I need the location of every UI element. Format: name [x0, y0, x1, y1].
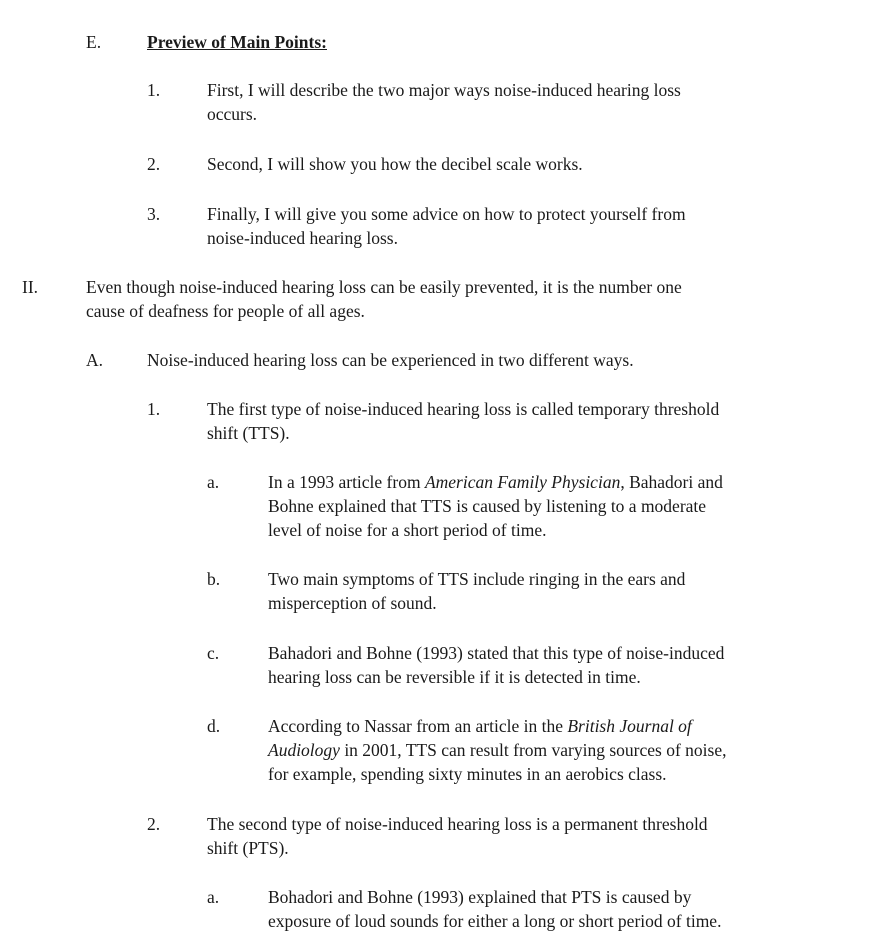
item-1d-text: According to Nassar from an article in the British Journal of Audiology in 2001, TTS can result from varying sources of noise, for example, spending sixty minutes in an aerobics class.: [268, 716, 727, 784]
point-e3-marker: 3.: [147, 204, 161, 224]
item-2a-marker: a.: [207, 887, 220, 907]
point-e3-text: Finally, I will give you some advice on how to protect yourself from noise-induced hearing loss.: [207, 204, 686, 248]
section-ii-text: Even though noise-induced hearing loss can be easily prevented, it is the number one cause of deafness for people of all ages.: [86, 277, 682, 321]
citation-journal-title: American Family Physician: [424, 472, 621, 492]
item-1b-text: Two main symptoms of TTS include ringing in the ears and misperception of sound.: [268, 569, 686, 613]
point-a1-marker: 1.: [147, 399, 161, 419]
item-1d-marker: d.: [207, 716, 221, 736]
section-e-marker: E.: [86, 32, 102, 52]
item-2a-text: Bohadori and Bohne (1993) explained that PTS is caused by exposure of loud sounds for either a long or short period of time.: [268, 887, 722, 931]
subsection-a-text: Noise-induced hearing loss can be experienced in two different ways.: [147, 350, 634, 370]
point-a2-marker: 2.: [147, 814, 161, 834]
item-1c-text: Bahadori and Bohne (1993) stated that this type of noise-induced hearing loss can be reversible if it is detected in time.: [268, 643, 725, 687]
point-e1-marker: 1.: [147, 80, 161, 100]
point-a2-text: The second type of noise-induced hearing loss is a permanent threshold shift (PTS).: [207, 814, 708, 858]
citation-journal-title-part2: Audiology: [268, 740, 340, 760]
item-1b-marker: b.: [207, 569, 221, 589]
item-1a-marker: a.: [207, 472, 220, 492]
section-ii-marker: II.: [22, 277, 39, 297]
item-1a-text: In a 1993 article from American Family Physician, Bahadori and Bohne explained that TTS is caused by listening to a moderate level of noise for a short period of time.: [268, 472, 723, 540]
section-e-heading: Preview of Main Points:: [147, 32, 327, 52]
citation-journal-title-part1: British Journal of: [567, 716, 692, 736]
subsection-a-marker: A.: [86, 350, 104, 370]
point-a1-text: The first type of noise-induced hearing loss is called temporary threshold shift (TTS).: [207, 399, 720, 443]
point-e2-marker: 2.: [147, 154, 161, 174]
point-e2-text: Second, I will show you how the decibel scale works.: [207, 154, 583, 174]
point-e1-text: First, I will describe the two major ways noise-induced hearing loss occurs.: [207, 80, 681, 124]
item-1c-marker: c.: [207, 643, 220, 663]
